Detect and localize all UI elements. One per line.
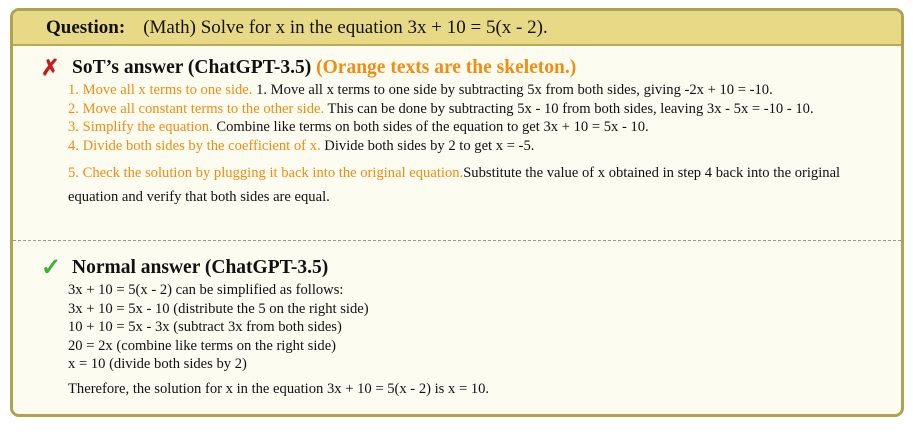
sot-point-2 bbox=[68, 100, 871, 119]
skeleton-text: 4. Divide both sides by the coefficient of x. bbox=[68, 137, 321, 154]
derivation-line: x = 10 (divide both sides by 2) bbox=[68, 356, 247, 372]
sot-point-3 bbox=[68, 118, 871, 137]
normal-answer-section bbox=[13, 255, 901, 398]
sot-answer-title: SoT’s answer (ChatGPT-3.5) bbox=[72, 57, 312, 78]
normal-answer-title: Normal answer (ChatGPT-3.5) bbox=[72, 257, 329, 278]
sot-answer-body bbox=[13, 81, 901, 209]
sot-point-5 bbox=[68, 161, 871, 209]
expansion-text: This can be done by subtracting 5x - 10 from both sides, leaving 3x - 5x = -10 - 10. bbox=[327, 100, 814, 117]
skeleton-text: 5. Check the solution by plugging it back into the original equation. bbox=[68, 165, 464, 181]
derivation-line: 10 + 10 = 5x - 3x (subtract 3x from both sides) bbox=[68, 319, 342, 335]
sot-answer-section bbox=[13, 55, 901, 209]
sot-answer-title-row bbox=[13, 55, 901, 81]
derivation-line: 20 = 2x (combine like terms on the right side) bbox=[68, 337, 337, 354]
normal-answer-title-row bbox=[13, 255, 901, 281]
expansion-text: Substitute the value of x obtained in step 4 back into the original equation and verify that both sides are equal. bbox=[68, 165, 841, 205]
sot-point-4 bbox=[68, 137, 871, 156]
dashed-divider bbox=[13, 240, 901, 241]
example-card bbox=[10, 8, 904, 417]
question-label: Question: bbox=[46, 16, 126, 38]
derivation-line: 3x + 10 = 5x - 10 (distribute the 5 on the right side) bbox=[68, 300, 369, 317]
question-header bbox=[13, 11, 901, 46]
expansion-text: Combine like terms on both sides of the equation to get 3x + 10 = 5x - 10. bbox=[216, 119, 649, 135]
skeleton-text: 3. Simplify the equation. bbox=[68, 119, 213, 135]
sot-point-1 bbox=[68, 81, 871, 100]
derivation-line: 3x + 10 = 5(x - 2) can be simplified as follows: bbox=[68, 282, 344, 298]
expansion-text: Divide both sides by 2 to get x = -5. bbox=[324, 137, 535, 154]
skeleton-text: 2. Move all constant terms to the other side. bbox=[68, 100, 325, 117]
normal-answer-body bbox=[13, 281, 901, 398]
question-text: (Math) Solve for x in the equation 3x + 10 = 5(x - 2). bbox=[143, 16, 548, 38]
cross-icon: ✗ bbox=[41, 55, 60, 80]
skeleton-text: 1. Move all x terms to one side. bbox=[68, 82, 253, 98]
expansion-text: 1. Move all x terms to one side by subtracting 5x from both sides, giving -2x + 10 = -10. bbox=[256, 82, 773, 98]
check-icon: ✓ bbox=[41, 255, 62, 281]
skeleton-note: (Orange texts are the skeleton.) bbox=[316, 57, 577, 78]
conclusion-line: Therefore, the solution for x in the equation 3x + 10 = 5(x - 2) is x = 10. bbox=[68, 380, 490, 397]
